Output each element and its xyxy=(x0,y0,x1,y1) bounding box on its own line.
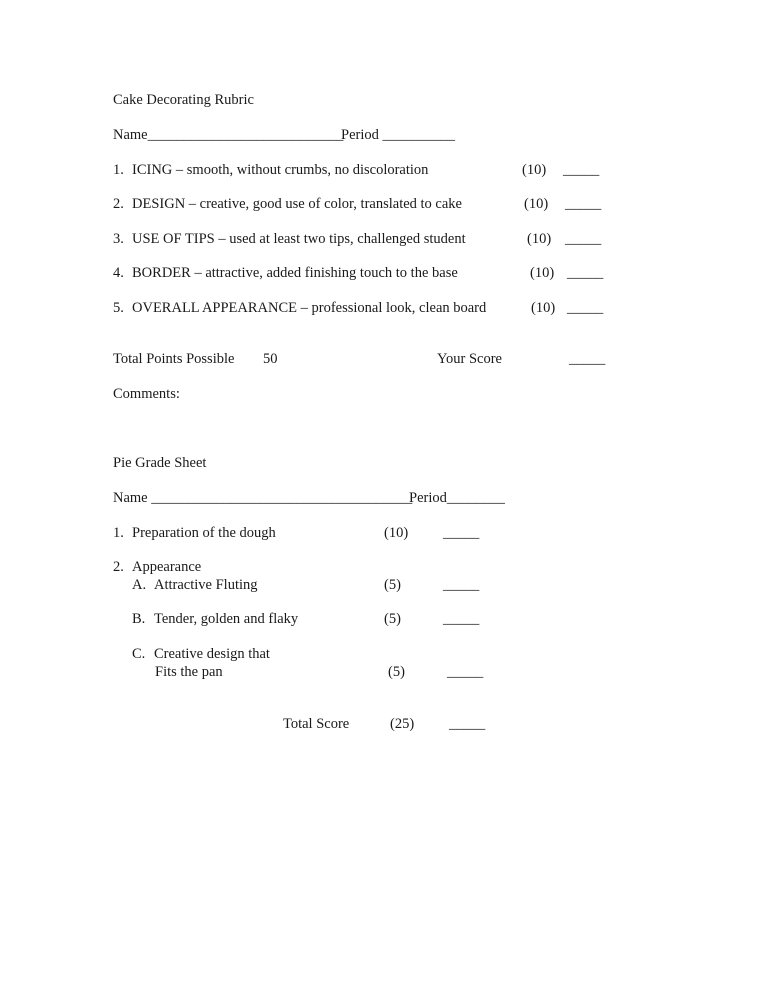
pie-item-1-points: (10) xyxy=(384,525,409,541)
cake-period-field: Period __________ xyxy=(341,127,455,143)
cake-comments-label: Comments: xyxy=(113,386,180,402)
pie-subitem-a-text: Attractive Fluting xyxy=(154,577,258,593)
pie-item-1-number: 1. xyxy=(113,525,124,541)
pie-subitem-c-score-blank: _____ xyxy=(447,664,484,680)
pie-subitem-a-points: (5) xyxy=(384,577,401,593)
pie-subitem-c-points: (5) xyxy=(388,664,405,680)
cake-item-5-points: (10) xyxy=(531,300,556,316)
cake-item-4-number: 4. xyxy=(113,265,124,281)
pie-subitem-b-points: (5) xyxy=(384,611,401,627)
pie-name-field: Name ____________________________________ xyxy=(113,490,413,506)
pie-subitem-b-score-blank: _____ xyxy=(443,611,480,627)
cake-rubric-title: Cake Decorating Rubric xyxy=(113,92,254,108)
pie-subitem-b-letter: B. xyxy=(132,611,146,627)
cake-item-5-score-blank: _____ xyxy=(567,300,604,316)
cake-item-3-number: 3. xyxy=(113,231,124,247)
cake-item-5-text: OVERALL APPEARANCE – professional look, clean board xyxy=(132,300,487,316)
pie-subitem-c-text-line2: Fits the pan xyxy=(155,664,223,680)
pie-subitem-a-score-blank: _____ xyxy=(443,577,480,593)
cake-item-2-points: (10) xyxy=(524,196,549,212)
cake-name-field: Name___________________________ xyxy=(113,127,344,143)
cake-item-5-number: 5. xyxy=(113,300,124,316)
cake-item-4-text: BORDER – attractive, added finishing touch to the base xyxy=(132,265,458,281)
cake-item-4-score-blank: _____ xyxy=(567,265,604,281)
cake-item-1-points: (10) xyxy=(522,162,547,178)
cake-item-4-points: (10) xyxy=(530,265,555,281)
cake-item-2-text: DESIGN – creative, good use of color, translated to cake xyxy=(132,196,462,212)
pie-subitem-b-text: Tender, golden and flaky xyxy=(154,611,299,627)
cake-item-3-text: USE OF TIPS – used at least two tips, challenged student xyxy=(132,231,466,247)
cake-score-label: Your Score xyxy=(437,351,502,367)
cake-item-2-number: 2. xyxy=(113,196,124,212)
pie-total-label: Total Score xyxy=(283,716,350,732)
pie-item-2-text: Appearance xyxy=(132,559,202,575)
cake-score-blank: _____ xyxy=(569,351,606,367)
pie-total-score-blank: _____ xyxy=(449,716,486,732)
pie-total-points: (25) xyxy=(390,716,415,732)
cake-item-1-score-blank: _____ xyxy=(563,162,600,178)
pie-subitem-a-letter: A. xyxy=(132,577,147,593)
cake-item-3-points: (10) xyxy=(527,231,552,247)
pie-item-1-score-blank: _____ xyxy=(443,525,480,541)
pie-item-2-number: 2. xyxy=(113,559,124,575)
pie-subitem-c-text: Creative design that xyxy=(154,646,270,662)
pie-sheet-title: Pie Grade Sheet xyxy=(113,455,207,471)
cake-item-1-number: 1. xyxy=(113,162,124,178)
cake-item-1-text: ICING – smooth, without crumbs, no discoloration xyxy=(132,162,429,178)
cake-item-3-score-blank: _____ xyxy=(565,231,602,247)
pie-item-1-text: Preparation of the dough xyxy=(132,525,276,541)
pie-period-field: Period________ xyxy=(409,490,505,506)
cake-total-value: 50 xyxy=(263,351,278,367)
pie-subitem-c-letter: C. xyxy=(132,646,146,662)
cake-item-2-score-blank: _____ xyxy=(565,196,602,212)
cake-total-label: Total Points Possible xyxy=(113,351,235,367)
